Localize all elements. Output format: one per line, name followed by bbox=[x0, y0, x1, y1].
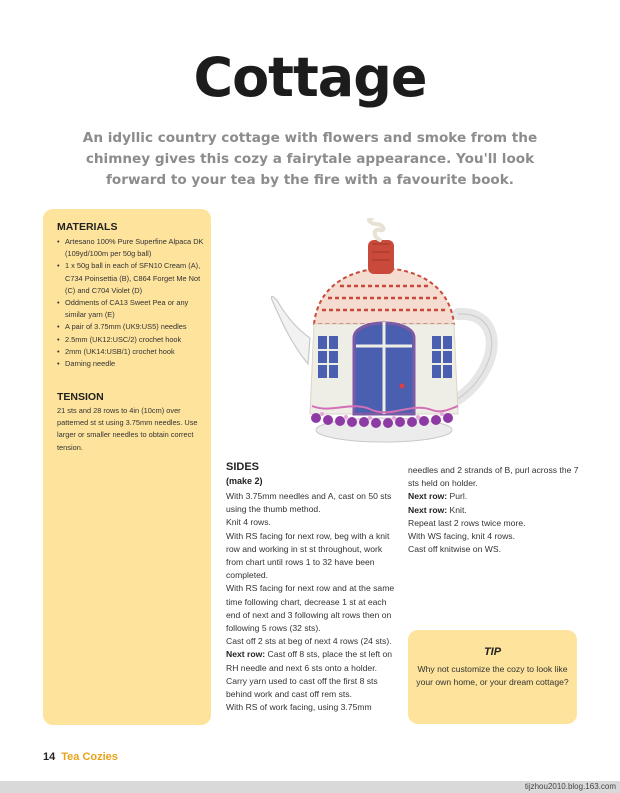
instructions-column-2 bbox=[408, 464, 583, 556]
intro-paragraph: An idyllic country cottage with flowers and smoke from the chimney gives this cozy a fairytale appearance. You'll look forward to your tea by the fire with a favourite book. bbox=[82, 130, 538, 188]
tension-text: 21 sts and 28 rows to 4in (10cm) over patterned st st using 3.75mm needles. Use larger or smaller needles to obtain correct tension. bbox=[57, 406, 198, 452]
tip-text: Why not customize the cozy to look like your own home, or your dream cottage? bbox=[416, 664, 569, 688]
instruction-step: With RS of work facing, using 3.75mm bbox=[226, 702, 372, 713]
instruction-step: Cast off knitwise on WS. bbox=[408, 544, 501, 555]
list-item: • Artesano 100% Pure Superfine Alpaca DK (109yd/100m per 50g ball) bbox=[57, 236, 207, 260]
section-title: Tea Cozies bbox=[61, 751, 118, 763]
instruction-step: needles and 2 strands of B, purl across the 7 sts held on holder. bbox=[408, 465, 579, 489]
list-item: • 1 x 50g ball in each of SFN10 Cream (A), C734 Poinsettia (B), C864 Forget Me Not (C) and C704 Violet (D) bbox=[57, 260, 207, 297]
list-item: • 2.5mm (UK12:USC/2) crochet hook bbox=[57, 334, 207, 346]
instruction-step: With 3.75mm needles and A, cast on 50 sts using the thumb method. bbox=[226, 491, 392, 515]
materials-list bbox=[57, 236, 207, 370]
list-item: • Oddments of CA13 Sweet Pea or any similar yarn (E) bbox=[57, 297, 207, 321]
instruction-step: Next row: Cast off 8 sts, place the st left on RH needle and next 6 sts onto a holder. bbox=[226, 649, 393, 673]
tip-heading: TIP bbox=[483, 646, 502, 658]
sides-subheading: (make 2) bbox=[226, 476, 263, 486]
materials-heading: MATERIALS bbox=[57, 221, 118, 233]
page-number: 14 bbox=[43, 751, 56, 763]
list-item: • 2mm (UK14:USB/1) crochet hook bbox=[57, 346, 207, 358]
list-item: • Darning needle bbox=[57, 358, 207, 370]
page-footer bbox=[43, 751, 118, 763]
instruction-step: Cast off 2 sts at beg of next 4 rows (24 sts). bbox=[226, 636, 392, 647]
instruction-step: Carry yarn used to cast off the first 8 sts behind work and cast off rem sts. bbox=[226, 675, 378, 700]
tension-heading: TENSION bbox=[57, 391, 104, 403]
instruction-step: Knit 4 rows. bbox=[226, 517, 271, 528]
page-title: Cottage bbox=[193, 46, 427, 109]
teapot-cozy-illustration bbox=[262, 218, 502, 450]
instruction-step: With RS facing for next row, beg with a knit row and working in st st throughout, work from chart until rows 1 to 32 have been completed. bbox=[226, 530, 390, 581]
instruction-step: Repeat last 2 rows twice more. bbox=[408, 517, 526, 528]
list-item: • A pair of 3.75mm (UK9:US5) needles bbox=[57, 321, 207, 333]
sides-heading: SIDES bbox=[226, 461, 260, 473]
watermark-text: tijzhou2010.blog.163.com bbox=[524, 782, 616, 791]
instruction-step: Next row: Purl. bbox=[408, 491, 468, 502]
instructions-column-1 bbox=[226, 490, 396, 714]
instruction-step: Next row: Knit. bbox=[408, 504, 467, 515]
instruction-step: With WS facing, knit 4 rows. bbox=[408, 531, 515, 542]
instruction-step: With RS facing for next row and at the same time following chart, decrease 1 st at each end of next and 3 following alt rows then on following 5 rows (32 sts). bbox=[226, 583, 395, 634]
